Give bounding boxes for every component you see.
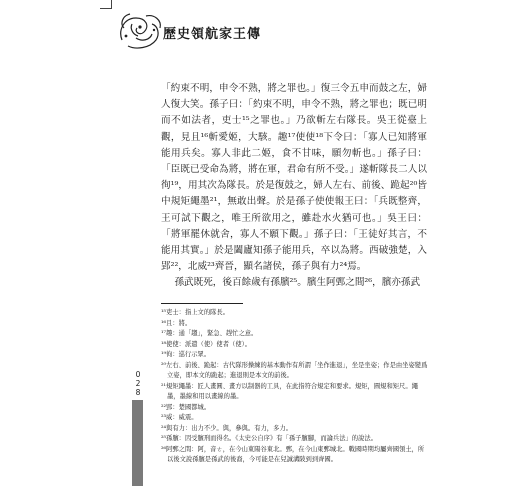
page-number-digit: 0: [135, 370, 141, 379]
footnote: ¹⁶且：將。: [161, 319, 192, 327]
footnote: ¹⁸使使：派遣（使）使者（使）。: [161, 340, 252, 348]
page-number: [133, 370, 143, 397]
crop-mark-vertical: [111, 0, 112, 8]
footnote-divider: [161, 303, 243, 304]
footnote: ²³威：威震。: [161, 414, 198, 421]
footnotes: [161, 308, 429, 466]
footnote: ²⁰左右、前後、跪起：古代隊形操練的基本動作有所謂「坐作進退」，坐是坐姿；作是由坐姿變爲立姿，即本文的跪起；進退則是本文的前後。: [161, 361, 428, 379]
side-tab-bar: [132, 400, 143, 486]
footnote: ²¹規矩繩墨：匠人畫圓、畫方以制器的工具，在此指符合規定和要求。規矩，圓規和矩尺。繩墨，墨線和用以畫線的墨。: [161, 382, 418, 400]
page-number-digit: 2: [135, 379, 141, 388]
body-paragraph: 孫武既死，後百餘歲有孫臏²⁵。臏生阿鄄之間²⁶，臏亦孫武: [174, 277, 421, 289]
footnote: ²⁶阿鄄之間：阿，音ㄜ，在今山東陽谷東北。鄄，在今山東鄄城北。戰國時期均屬齊國領土，所以後文說孫臏是孫武的後裔，今可能是在兒誠溝陂到到齊國。: [161, 445, 425, 463]
body-paragraph: 「約束不明，申令不熟，將之罪也。」復三令五申而鼓之左，婦人復大笑。孫子曰：「約束不明，申令不熟，將之罪也；既已明而不如法者，吏士¹⁵之罪也。」乃欲斬左右隊長。吳王從臺上觀，見且¹⁶斬愛姬，大駭。趣¹⁷使使¹⁸下令曰：「寡人已知將軍能用兵矣。寡人非此二姬，食不甘味，願勿斬也。」孫子曰：「臣既已受命為將，將在軍，君命有所不受。」遂斬隊長二人以徇¹⁹，用其次為隊長。於是復鼓之，婦人左右、前後、跪起²⁰皆中規矩繩墨²¹，無敢出聲。於是孫子使使報王曰：「兵既整齊，王可試下觀之，唯王所欲用之，雖赴水火猶可也。」吳王曰：「將軍罷休就舍，寡人不願下觀。」孫子曰：「王徒好其言，不能用其實。」於是闔廬知孫子能用兵，卒以為將。西破強楚，入郢²²，北威²³齊晉，顯名諸侯，孫子與有力²⁴焉。: [161, 83, 427, 273]
footnote: ¹⁵吏士：指上文的隊長。: [161, 309, 230, 316]
crop-mark-horizontal: [100, 8, 112, 9]
footnote: ¹⁹徇：巡行示眾。: [161, 351, 211, 358]
page-number-vertical: [133, 370, 143, 397]
footnote: ¹⁷趣：通「趨」，緊急、趕忙之意。: [161, 330, 258, 337]
running-header-title: 歷史領航家王傳: [163, 27, 262, 42]
footnote: ²⁵孫臏：因受臏刑而得名。《太史公自序》有「孫子臏腳，而論兵法」的說法。: [161, 435, 377, 442]
footnote: ²⁴與有力：出力不少。與，參與。有力，多力。: [161, 424, 292, 432]
main-text: [161, 81, 427, 292]
page-number-digit: 8: [135, 388, 141, 397]
footnote: ²²郢：楚國都城。: [161, 403, 211, 411]
header-ornament: [116, 10, 164, 54]
